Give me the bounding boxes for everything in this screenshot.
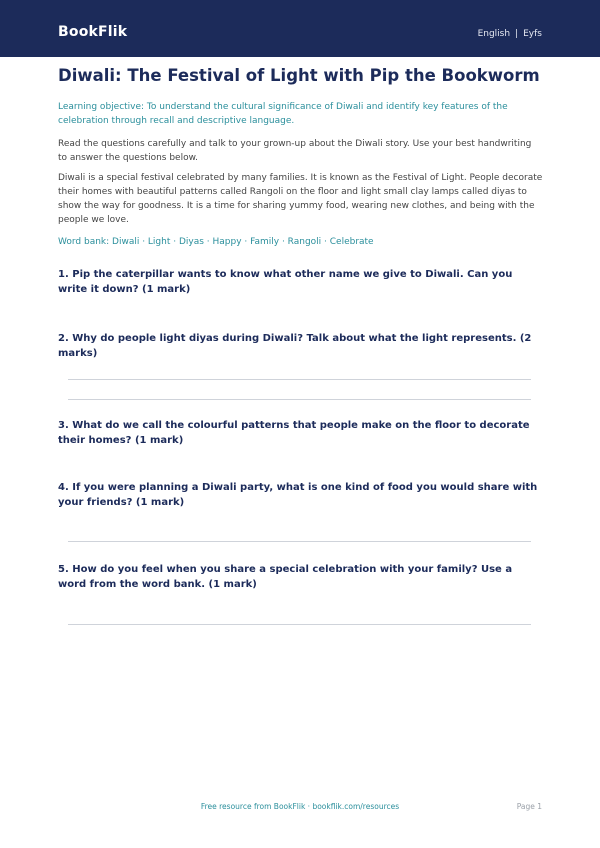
level-label: Eyfs	[523, 29, 542, 39]
word-bank: Word bank: Diwali · Light · Diyas · Happy · Family · Rangoli · Celebrate	[58, 237, 374, 247]
instructions-paragraph: Read the questions carefully and talk to your grown-up about the Diwali story. Use your best handwriting to answer the questions below.	[58, 139, 532, 163]
footer-credit[interactable]: Free resource from BookFlik · bookflik.com/resources	[200, 802, 400, 811]
learning-objective: Learning objective: To understand the cultural significance of Diwali and identify key features of the celebration through recall and descriptive language.	[58, 102, 508, 126]
answer-line-4[interactable]	[68, 541, 531, 542]
top-header-bar	[0, 0, 600, 57]
header-meta	[478, 29, 542, 39]
question-4: 4. If you were planning a Diwali party, what is one kind of food you would share with your friends? (1 mark)	[58, 482, 538, 508]
meta-separator: |	[515, 29, 519, 39]
answer-line-5[interactable]	[68, 624, 531, 625]
story-paragraph: Diwali is a special festival celebrated by many families. It is known as the Festival of Light. People decorate their homes with beautiful patterns called Rangoli on the floor and light small clay lamps called diyas to show the way for goodness. It is a time for sharing yummy food, wearing new clothes, and being with the people we love.	[58, 173, 543, 225]
worksheet-title: Diwali: The Festival of Light with Pip the Bookworm	[58, 66, 540, 85]
answer-line-2b[interactable]	[68, 399, 531, 400]
language-label: English	[477, 29, 511, 39]
brand-logo-text[interactable]: BookFlik	[58, 24, 128, 40]
page-number: Page 1	[516, 802, 542, 811]
question-5: 5. How do you feel when you share a special celebration with your family? Use a word from the word bank. (1 mark)	[58, 564, 513, 590]
question-1: 1. Pip the caterpillar wants to know what other name we give to Diwali. Can you write it down? (1 mark)	[58, 269, 513, 295]
question-2: 2. Why do people light diyas during Diwali? Talk about what the light represents. (2 marks)	[58, 333, 532, 359]
question-3: 3. What do we call the colourful patterns that people make on the floor to decorate their homes? (1 mark)	[58, 420, 530, 446]
answer-line-2a[interactable]	[68, 379, 531, 380]
